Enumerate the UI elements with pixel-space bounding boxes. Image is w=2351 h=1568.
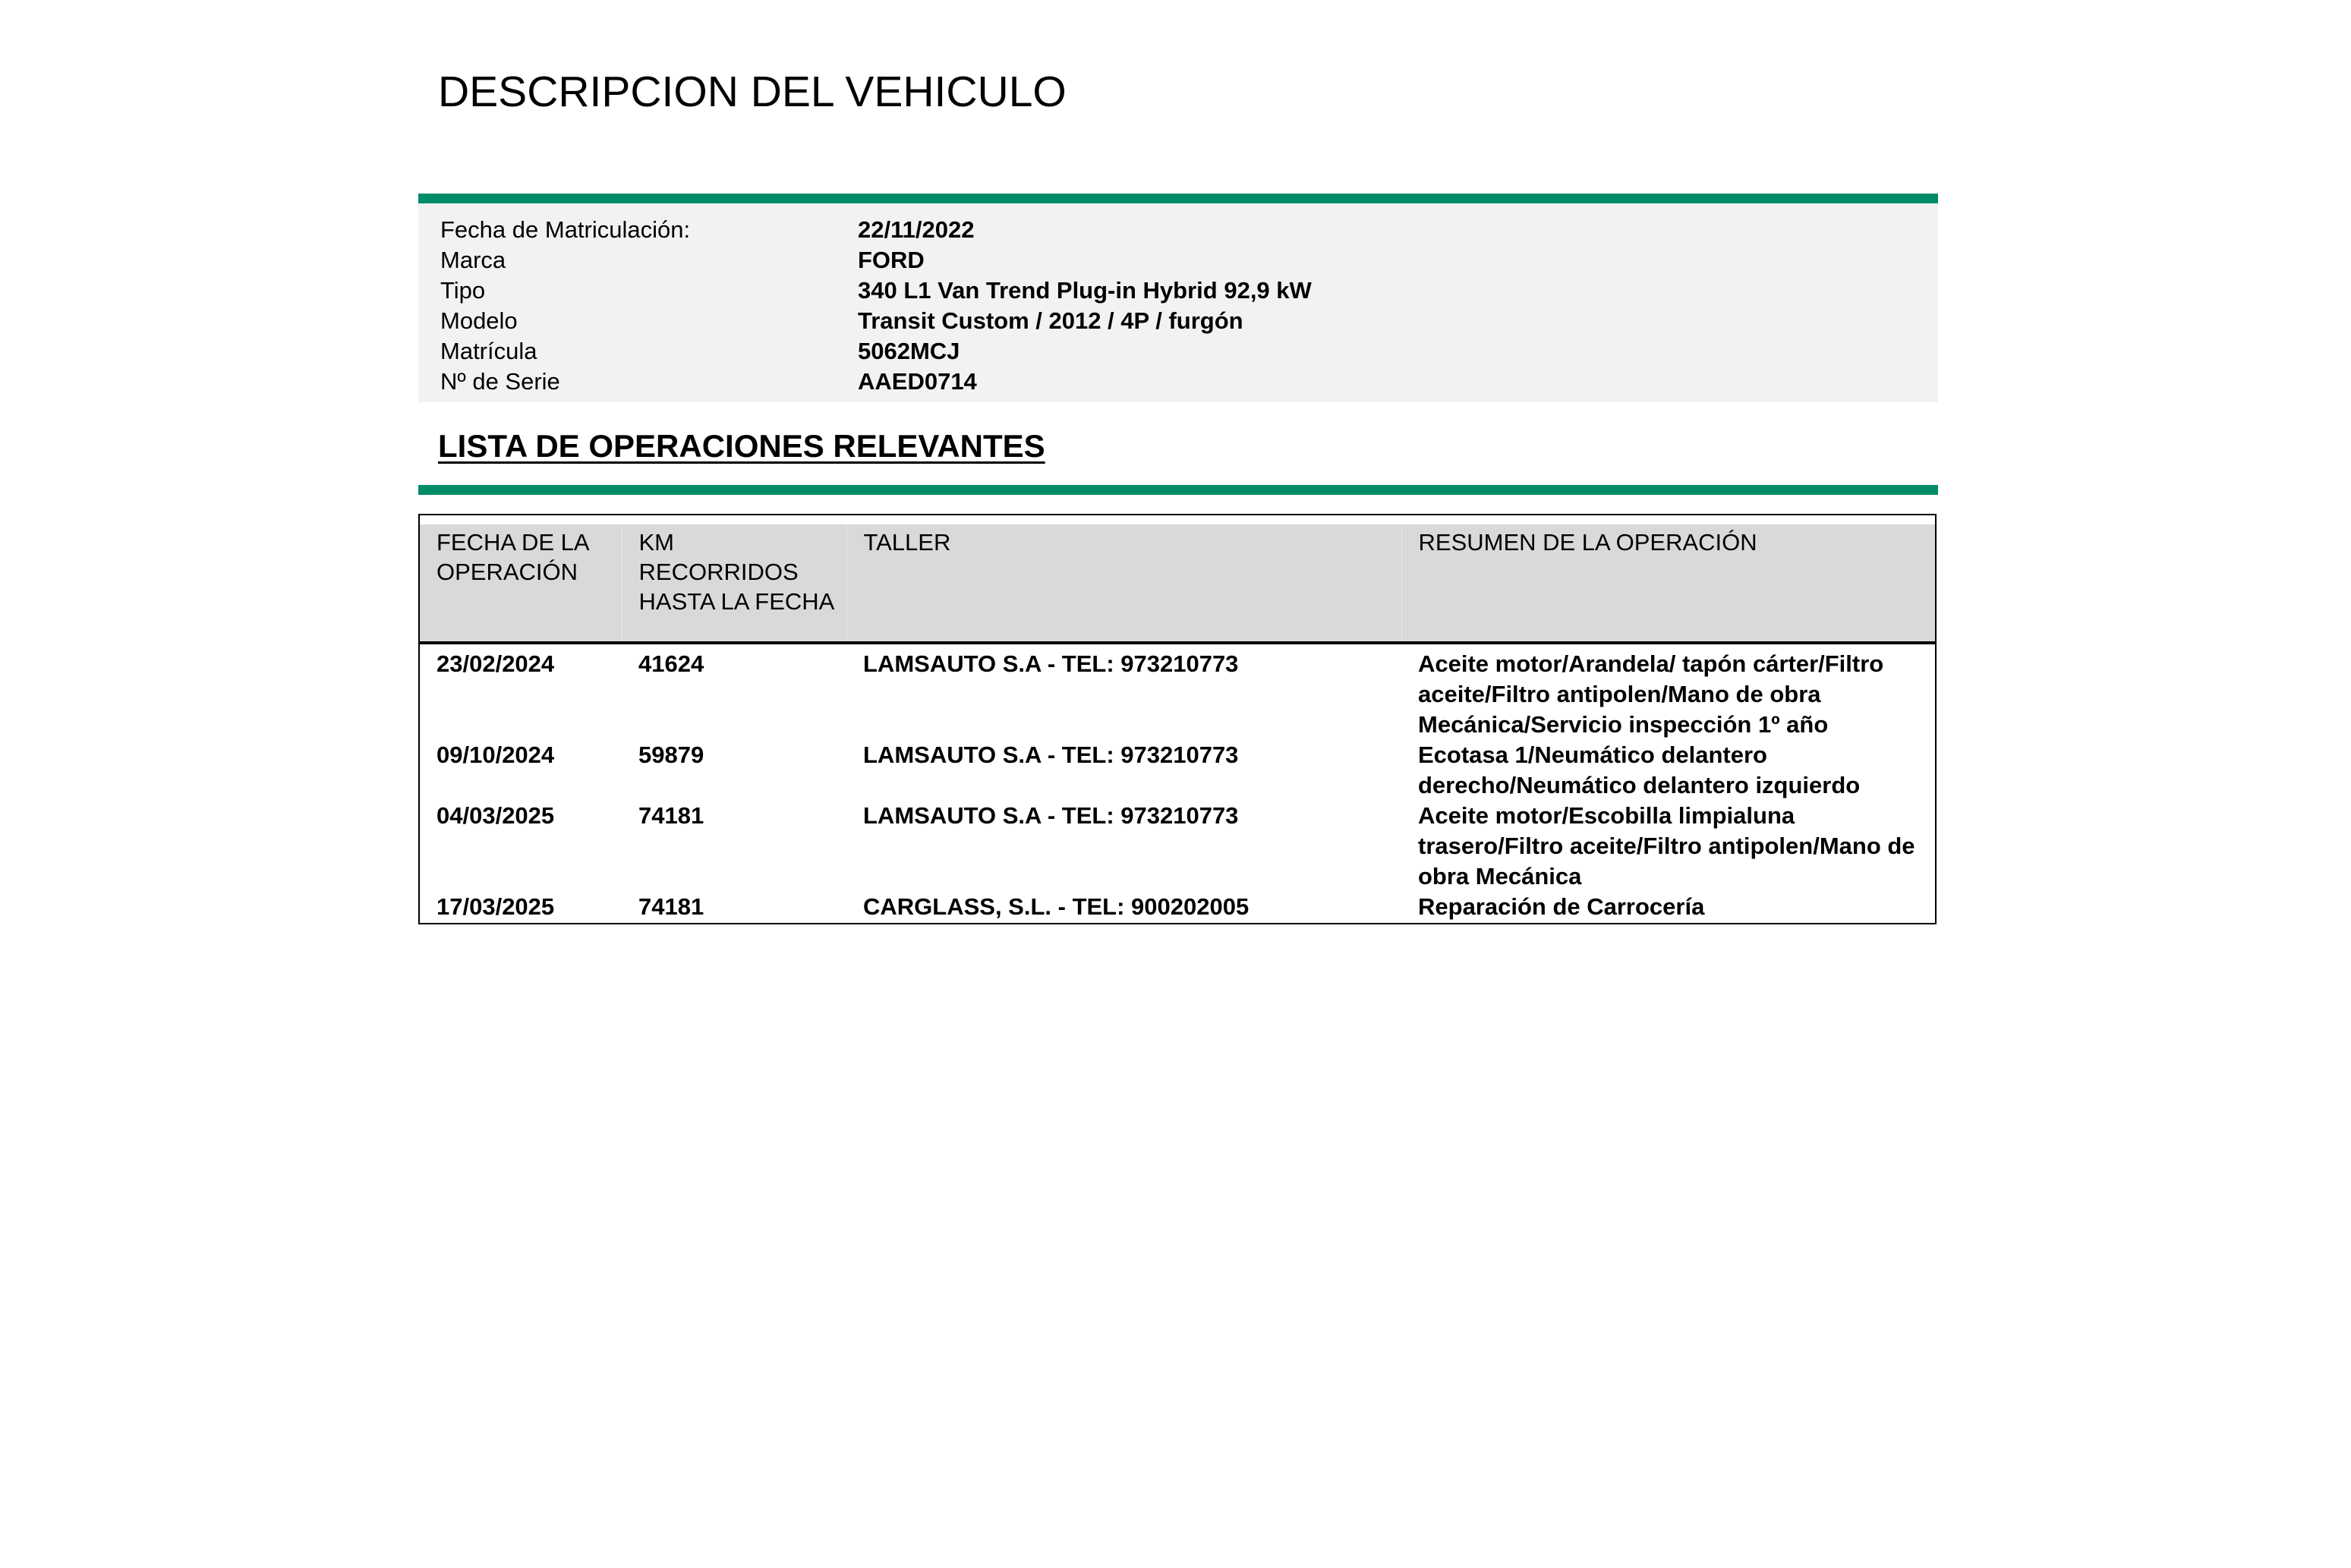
column-header-km: KM RECORRIDOS HASTA LA FECHA: [622, 524, 846, 643]
field-value: 5062MCJ: [858, 338, 960, 364]
cell-workshop: LAMSAUTO S.A - TEL: 973210773: [863, 802, 1239, 829]
page-title: DESCRIPCION DEL VEHICULO: [438, 68, 1067, 116]
vehicle-row-brand: [440, 245, 1938, 276]
vehicle-row-model: [440, 306, 1938, 336]
table-row: [420, 643, 1935, 740]
field-label: Tipo: [440, 277, 486, 304]
cell-summary: Aceite motor/Arandela/ tapón cárter/Filtro aceite/Filtro antipolen/Mano de obra Mecánica/Servicio inspección 1º año: [1418, 650, 1884, 738]
vehicle-row-registration-date: [440, 215, 1938, 245]
cell-km: 41624: [638, 650, 704, 677]
column-header-workshop: TALLER: [846, 524, 1401, 643]
field-label: Marca: [440, 247, 506, 273]
cell-workshop: LAMSAUTO S.A - TEL: 973210773: [863, 741, 1239, 768]
cell-workshop: LAMSAUTO S.A - TEL: 973210773: [863, 650, 1239, 677]
vehicle-row-serial: [440, 367, 1938, 397]
field-value: 340 L1 Van Trend Plug-in Hybrid 92,9 kW: [858, 277, 1312, 304]
column-header-date: FECHA DE LA OPERACIÓN: [420, 524, 622, 643]
field-label: Modelo: [440, 307, 518, 334]
cell-summary: Ecotasa 1/Neumático delantero derecho/Neumático delantero izquierdo: [1418, 741, 1861, 798]
cell-km: 74181: [638, 802, 704, 829]
field-value: AAED0714: [858, 368, 977, 395]
cell-date: 09/10/2024: [436, 741, 555, 768]
table-row: [420, 801, 1935, 892]
table-row: [420, 892, 1935, 922]
field-label: Nº de Serie: [440, 368, 560, 395]
operations-heading: LISTA DE OPERACIONES RELEVANTES: [438, 428, 1045, 464]
table-row: [420, 740, 1935, 801]
section-divider-bar: [418, 485, 1938, 495]
field-value: FORD: [858, 247, 925, 273]
cell-date: 04/03/2025: [436, 802, 555, 829]
vehicle-info-panel: [418, 203, 1938, 402]
table-header-row: [420, 524, 1935, 643]
field-label: Fecha de Matriculación:: [440, 216, 691, 243]
vehicle-row-type: [440, 276, 1938, 306]
operations-table: [420, 524, 1935, 922]
cell-km: 74181: [638, 893, 704, 920]
section-divider-bar: [418, 194, 1938, 203]
operations-table-container: [418, 514, 1937, 924]
cell-workshop: CARGLASS, S.L. - TEL: 900202005: [863, 893, 1250, 920]
cell-summary: Reparación de Carrocería: [1418, 893, 1705, 920]
cell-summary: Aceite motor/Escobilla limpialuna trasero/Filtro aceite/Filtro antipolen/Mano de obra Mecánica: [1418, 802, 1915, 889]
column-header-summary: RESUMEN DE LA OPERACIÓN: [1401, 524, 1935, 643]
field-value: Transit Custom / 2012 / 4P / furgón: [858, 307, 1243, 334]
vehicle-row-plate: [440, 336, 1938, 367]
cell-km: 59879: [638, 741, 704, 768]
cell-date: 23/02/2024: [436, 650, 555, 677]
field-label: Matrícula: [440, 338, 537, 364]
cell-date: 17/03/2025: [436, 893, 555, 920]
field-value: 22/11/2022: [858, 216, 975, 243]
